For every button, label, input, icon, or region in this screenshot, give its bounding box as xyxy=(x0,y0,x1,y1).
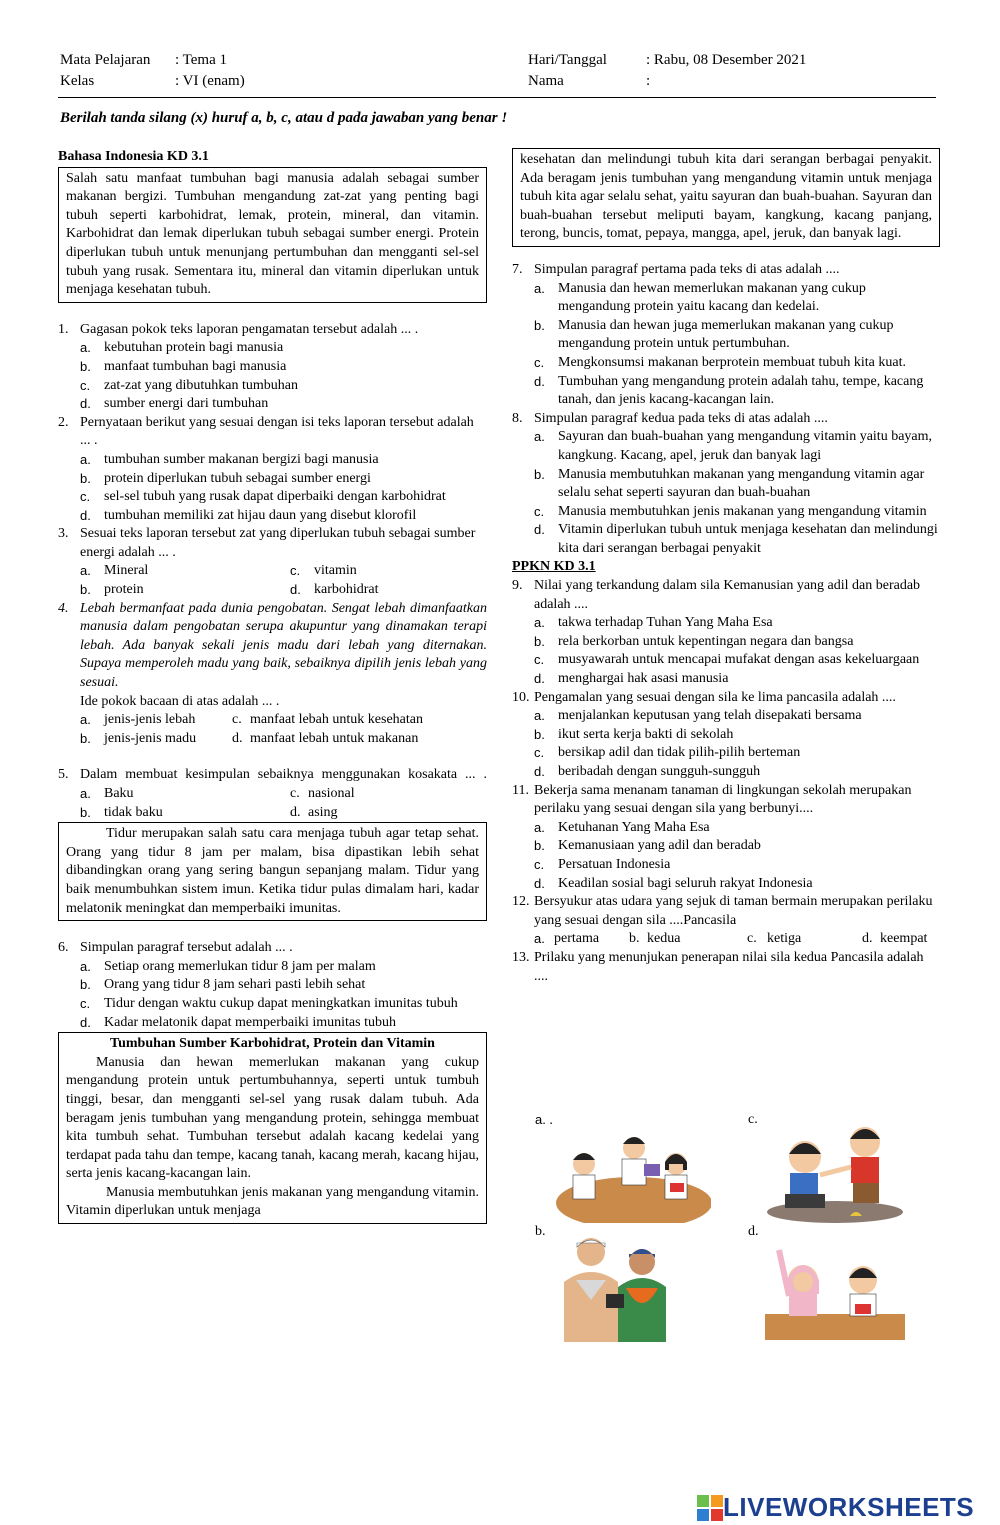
section-bahasa: Bahasa Indonesia KD 3.1 xyxy=(58,149,209,164)
q1-option-b[interactable]: b. manfaat tumbuhan bagi manusia xyxy=(80,358,287,374)
q5-option-c[interactable]: c. nasional xyxy=(290,786,355,801)
q7-option-b[interactable]: b. Manusia dan hewan juga memerlukan makanan yang cukup mengandung protein untuk pertumbuhan. xyxy=(534,317,894,352)
q4-option-b[interactable]: b. jenis-jenis madu xyxy=(80,730,197,746)
q5-option-b[interactable]: b. tidak baku xyxy=(80,804,163,820)
q8-option-a[interactable]: a. Sayuran dan buah-buahan yang mengandung vitamin yaitu bayam, kangkung. Kacang, apel, jeruk dan banyak lagi xyxy=(534,429,933,463)
q10-option-d[interactable]: d. beribadah dengan sungguh-sungguh xyxy=(534,764,761,779)
q4-option-c[interactable]: c. manfaat lebah untuk kesehatan xyxy=(232,712,423,728)
q1-option-d[interactable]: d. sumber energi dari tumbuhan xyxy=(80,396,269,412)
q7-option-d[interactable]: d. Tumbuhan yang mengandung protein adalah tahu, tempe, kacang tanah, dan jenis kacang-kacangan lain. xyxy=(534,373,924,408)
question-12: 12. Bersyukur atas udara yang sejuk di taman bermain merupakan perilaku yang sesuai dengan sila ....Pancasila xyxy=(512,894,933,928)
name-value: : xyxy=(646,73,651,89)
q4-option-d[interactable]: d. manfaat lebah untuk makanan xyxy=(232,730,419,746)
q3-option-b[interactable]: b. protein xyxy=(80,582,144,598)
question-10: 10. Pengamalan yang sesuai dengan sila ke lima pancasila adalah .... xyxy=(512,689,896,705)
q2-option-a[interactable]: a. tumbuhan sumber makanan bergizi bagi manusia xyxy=(80,451,379,467)
passage-2: Tidur merupakan salah satu cara menjaga tubuh agar tetap sehat. Orang yang tidur 8 jam per malam, bisa dipastikan lebih sehat dibandingkan orang yang sering bangun sepanjang malam. Tidur yang baik menumbuhkan sistem imun. Ketika tidur pulas dimalam hari, kadar melatonik meningkat dan memperbaiki imunitas. xyxy=(58,822,487,921)
date-value: : Rabu, 08 Desember 2021 xyxy=(646,52,807,68)
passage-3-title: Tumbuhan Sumber Karbohidrat, Protein dan Vitamin xyxy=(110,1036,435,1052)
class-label: Kelas xyxy=(60,73,95,89)
question-4: 4. Lebah bermanfaat pada dunia pengobatan. Sengat lebah dimanfaatkan manusia dalam pengobatan serupa akupuntur yang dinamakan terapi lebah. Ada banyak sekali jenis madu dari lebah yang diternakan. Supaya memperoleh madu yang baik, sebaiknya dipilih jenis lebah yang sesuai. xyxy=(58,600,487,691)
students-reading-illustration[interactable] xyxy=(556,1128,711,1223)
q11-option-a[interactable]: a. Ketuhanan Yang Maha Esa xyxy=(534,819,710,835)
q1-option-c[interactable]: c. zat-zat yang dibutuhkan tumbuhan xyxy=(80,377,298,393)
students-raising-hands-illustration[interactable] xyxy=(765,1238,905,1340)
header-left xyxy=(60,50,245,92)
q9-option-d[interactable]: d. menghargai hak asasi manusia xyxy=(534,671,729,687)
q12-option-c[interactable]: c. ketiga xyxy=(747,931,802,947)
q11-option-b[interactable]: b. Kemanusiaan yang adil dan beradab xyxy=(534,838,761,854)
q2-option-b[interactable]: b. protein diperlukan tubuh sebagai sumber energi xyxy=(80,470,371,486)
subject-label: Mata Pelajaran xyxy=(60,52,151,68)
instruction: Berilah tanda silang (x) huruf a, b, c, atau d pada jawaban yang benar ! xyxy=(60,110,508,126)
question-1: 1. Gagasan pokok teks laporan pengamatan tersebut adalah ... . xyxy=(58,321,419,337)
passage-3 xyxy=(58,1032,487,1224)
class-value: : VI (enam) xyxy=(175,73,245,89)
question-6: 6. Simpulan paragraf tersebut adalah ... . xyxy=(58,940,293,956)
header-right xyxy=(528,50,806,92)
question-5: 5. Dalam membuat kesimpulan sebaiknya menggunakan kosakata ... . xyxy=(58,767,487,783)
q3-option-a[interactable]: a. Mineral xyxy=(80,563,149,579)
q4-option-a[interactable]: a. jenis-jenis lebah xyxy=(80,712,196,728)
question-2: 2. Pernyataan berikut yang sesuai dengan isi teks laporan tersebut adalah ... . xyxy=(58,414,474,449)
q4-prompt: Ide pokok bacaan di atas adalah ... . xyxy=(80,693,280,709)
q8-option-b[interactable]: b. Manusia membutuhkan makanan yang mengandung vitamin agar selalu sehat seperti sayuran dan buah-buahan xyxy=(534,466,925,501)
question-3: 3. Sesuai teks laporan tersebut zat yang diperlukan tubuh sebagai sumber energi adalah ... . xyxy=(58,526,476,560)
q13-option-c[interactable]: c. xyxy=(748,1112,758,1127)
left-column xyxy=(58,148,487,1224)
q2-option-d[interactable]: d. tumbuhan memiliki zat hijau daun yang disebut klorofil xyxy=(80,507,417,523)
q3-option-d[interactable]: d. karbohidrat xyxy=(290,582,379,598)
q13-option-d[interactable]: d. xyxy=(748,1224,759,1239)
q10-option-b[interactable]: b. ikut serta kerja bakti di sekolah xyxy=(534,726,734,742)
question-9: 9. Nilai yang terkandung dalam sila Kemanusian yang adil dan beradab adalah .... xyxy=(512,578,921,612)
q5-option-a[interactable]: a. Baku xyxy=(80,786,134,801)
q11-option-c[interactable]: c. Persatuan Indonesia xyxy=(534,856,671,872)
brand-name: LIVEWORKSHEETS xyxy=(723,1492,975,1522)
name-label: Nama xyxy=(528,73,564,89)
boy-helping-child-illustration[interactable] xyxy=(765,1112,905,1224)
passage-3-paragraph-2: Manusia membutuhkan jenis makanan yang mengandung vitamin. Vitamin diperlukan untuk menjaga xyxy=(66,1184,479,1219)
section-ppkn: PPKN KD 3.1 xyxy=(512,559,596,575)
passage-1: Salah satu manfaat tumbuhan bagi manusia adalah sebagai sumber makanan bergizi. Tumbuhan mengandung zat-zat yang penting bagi tubuh seperti karbohidrat, lemak, protein, mineral, dan vitamin. Karbohidrat dan lemak diperlukan tubuh sebagai sumber energi. Protein diperlukan tubuh untuk menunjang pertumbuhan dan mengganti sel-sel tubuh yang rusak. Sementara itu, mineral dan vitamin diperlukan untuk menjaga kesehatan tubuh. xyxy=(58,167,487,303)
q9-option-c[interactable]: c. musyawarah untuk mencapai mufakat dengan asas kekeluargaan xyxy=(534,652,920,668)
q3-option-c[interactable]: c. vitamin xyxy=(290,563,357,579)
question-7: 7. Simpulan paragraf pertama pada teks di atas adalah .... xyxy=(512,261,840,277)
q8-option-c[interactable]: c. Manusia membutuhkan jenis makanan yang mengandung vitamin xyxy=(534,503,927,519)
question-11: 11. Bekerja sama menanam tanaman di lingkungan sekolah merupakan perilaku yang sesuai dengan sila yang berbunyi.... xyxy=(512,782,912,817)
q6-option-a[interactable]: a. Setiap orang memerlukan tidur 8 jam per malam xyxy=(80,958,376,974)
date-label: Hari/Tanggal xyxy=(528,52,607,68)
q6-option-d[interactable]: d. Kadar melatonik dapat memperbaiki imunitas tubuh xyxy=(80,1014,396,1030)
q2-option-c[interactable]: c. sel-sel tubuh yang rusak dapat diperbaiki dengan karbohidrat xyxy=(80,489,446,505)
header-divider xyxy=(58,97,936,98)
q6-option-b[interactable]: b. Orang yang tidur 8 jam sehari pasti lebih sehat xyxy=(80,977,366,993)
subject-value: : Tema 1 xyxy=(175,52,227,68)
right-column xyxy=(512,148,940,986)
q12-option-b[interactable]: b. kedua xyxy=(629,931,681,947)
liveworksheets-logo-icon xyxy=(697,1495,723,1521)
passage-3-continued: kesehatan dan melindungi tubuh kita dari serangan berbagai penyakit. Ada beragam jenis tumbuhan yang mengandung vitamin untuk menjaga tubuh kita agar selalu sehat, yaitu sayuran dan buah-buahan. Sayuran dan buah-buahan tersebut meliputi bayam, kangkung, kacang panjang, terong, buncis, tomat, pepaya, mangga, apel, jeruk, dan banyak lagi. xyxy=(512,148,940,247)
q10-option-a[interactable]: a. menjalankan keputusan yang telah disepakati bersama xyxy=(534,708,862,724)
q12-option-a[interactable]: a. pertama xyxy=(534,931,600,947)
q13-option-a[interactable]: a. . xyxy=(535,1112,553,1128)
liveworksheets-logo xyxy=(697,1492,974,1523)
q7-option-a[interactable]: a. Manusia dan hewan memerlukan makanan yang cukup mengandung protein yaitu kacang dan kedelai. xyxy=(534,280,866,315)
q13-option-b[interactable]: b. xyxy=(535,1224,546,1239)
q7-option-c[interactable]: c. Mengkonsumsi makanan berprotein membuat tubuh kita kuat. xyxy=(534,354,906,370)
q5-option-d[interactable]: d. asing xyxy=(290,804,338,820)
passage-3-paragraph-1: Manusia dan hewan memerlukan makanan yang cukup mengandung protein untuk pertumbuhannya, seperti untuk tumbuh tinggi, besar, dan mengganti sel-sel yang rusak dalam tubuh. Ada beragam jenis tumbuhan yang mengandung protein, sehingga membuat kita tumbuh sehat. Tumbuhan tersebut adalah kacang kedelai yang terdapat pada tahu dan tempe, kacang tanah, kacang merah, kacang hijau, serta jenis kacang-kacangan lain. xyxy=(66,1054,479,1182)
q12-option-d[interactable]: d. keempat xyxy=(862,931,928,947)
q6-option-c[interactable]: c. Tidur dengan waktu cukup dapat meningkatkan imunitas tubuh xyxy=(80,995,458,1011)
men-exchanging-illustration[interactable] xyxy=(556,1232,676,1342)
q9-option-a[interactable]: a. takwa terhadap Tuhan Yang Maha Esa xyxy=(534,615,773,631)
question-8: 8. Simpulan paragraf kedua pada teks di atas adalah .... xyxy=(512,410,828,426)
q11-option-d[interactable]: d. Keadilan sosial bagi seluruh rakyat Indonesia xyxy=(534,875,813,891)
q10-option-c[interactable]: c. bersikap adil dan tidak pilih-pilih berteman xyxy=(534,745,801,761)
question-13: 13. Prilaku yang menunjukan penerapan nilai sila kedua Pancasila adalah .... xyxy=(512,949,924,984)
q1-option-a[interactable]: a. kebutuhan protein bagi manusia xyxy=(80,340,284,356)
q9-option-b[interactable]: b. rela berkorban untuk kepentingan negara dan bangsa xyxy=(534,633,854,649)
q8-option-d[interactable]: d. Vitamin diperlukan tubuh untuk menjaga kesehatan dan melindungi kita dari serangan berbagai penyakit xyxy=(534,522,938,556)
